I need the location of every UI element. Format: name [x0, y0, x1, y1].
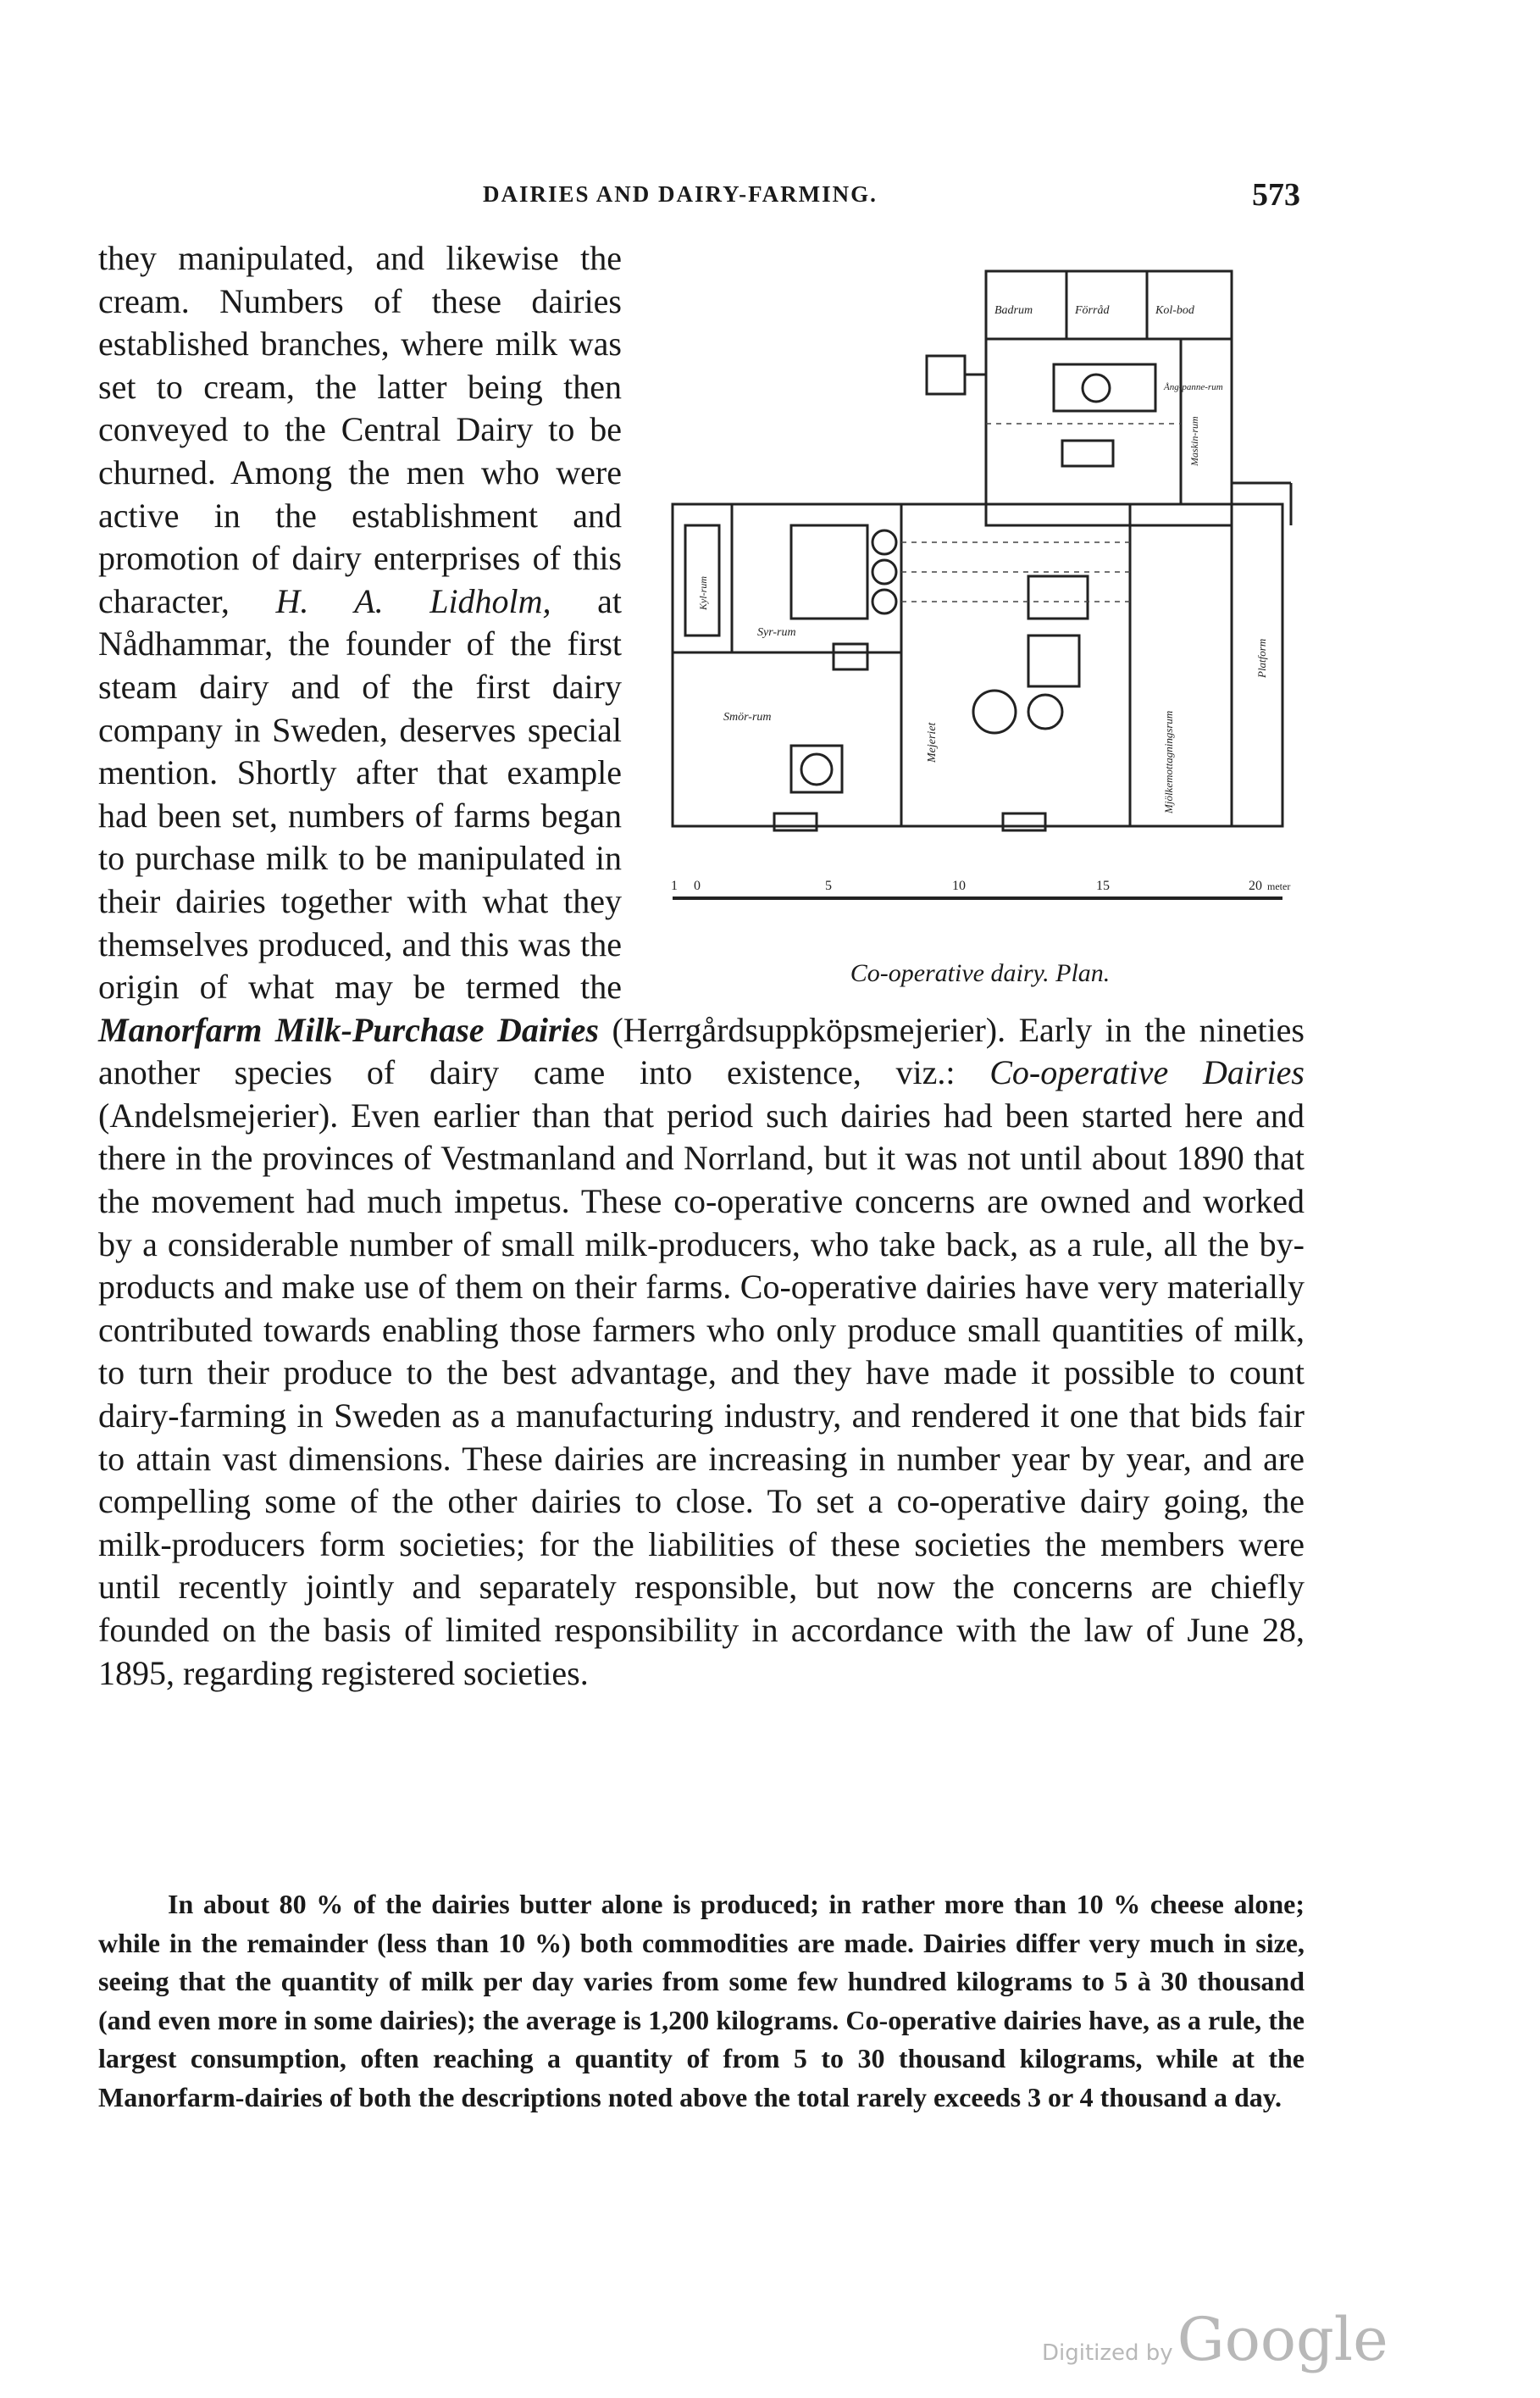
page-header	[0, 176, 1540, 219]
scale-unit: meter	[1267, 880, 1291, 892]
digitized-watermark	[1042, 2305, 1388, 2374]
p1-part-b: at Nådhammar, the founder of the first steam dairy and of the first dairy company in Sweden, deserves special mention. Shortly after that example had been set, numbers of farms began to purchase milk to be manipulated in their dairies together with what they themselves produced, and this was the origin of what may be termed the	[98, 581, 622, 1007]
room-kolbod: Kol-bod	[1155, 304, 1194, 317]
main-hall-outline	[673, 504, 1282, 826]
room-mjolkemottagning: Mjölkemottagningsrum	[1162, 710, 1175, 813]
room-maskinrum: Maskin-rum	[1188, 416, 1200, 466]
room-kylrum: Kyl-rum	[697, 576, 709, 610]
room-angpanne: Ång-panne-rum	[1164, 382, 1223, 392]
scale-tick-4: 10	[952, 879, 966, 893]
dairy-plan-figure	[656, 237, 1305, 996]
scale-tick-5: 15	[1096, 879, 1110, 893]
room-syrrum: Syr-rum	[757, 626, 796, 639]
scale-tick-6: 20	[1249, 879, 1262, 893]
room-mejeriet: Mejeriet	[926, 722, 939, 763]
term-manorfarm: Manorfarm Milk-Purchase Dairies	[98, 1010, 599, 1049]
page-number: 573	[1252, 177, 1300, 213]
footnote	[98, 1885, 1305, 2117]
room-forrad: Förråd	[1075, 304, 1110, 317]
engine	[1062, 441, 1113, 466]
footnote-text: In about 80 % of the dairies butter alone is produced; in rather more than 10 % cheese alone; while in the remainder (less than 10 %) both commodities are made. Dairies differ very much in size, seeing that the quantity of milk per day varies from some few hundred kilograms to 5 à 30 thousand (and even more in some dairies); the average is 1,200 kilograms. Co-operative dairies have, as a rule, the largest consumption, often reaching a quantity of from 5 to 30 thousand kilograms, while at the Manorfarm-dairies of both the descriptions noted above the total rarely exceeds 3 or 4 thousand a day.	[98, 1889, 1305, 2112]
p1-part-c: (Herrgårdsuppköpsmejerier). Early in the nineties another species of dairy came into existence, viz.:	[98, 1010, 1305, 1092]
room-badrum: Badrum	[994, 304, 1033, 317]
running-title: DAIRIES AND DAIRY-FARMING.	[483, 181, 878, 207]
scale-tick-3: 5	[825, 879, 832, 893]
figure-caption: Co-operative dairy. Plan.	[850, 959, 1111, 987]
chimney	[927, 356, 965, 394]
term-cooperative: Co-operative Dairies	[989, 1053, 1305, 1092]
room-smorrum: Smör-rum	[723, 711, 772, 724]
p1-part-a: they manipulated, and likewise the cream. Numbers of these dairies established branches, where milk was set to cream, the latter being then conveyed to the Central Dairy to be churned. Among the men who were active in the establishment and promotion of dairy enterprises of this character,	[98, 239, 622, 620]
watermark-small-text: Digitized by	[1042, 2340, 1173, 2366]
scale-tick-2: 0	[694, 879, 701, 893]
scale-tick-1: 1	[671, 879, 678, 893]
body-text	[98, 237, 1305, 1695]
p1-part-d: (Andelsmejerier). Even earlier than that period such dairies had been started here and there in the provinces of Vestmanland and Norrland, but it was not until about 1890 that the movement had much impetus. These co-operative concerns are owned and worked by a considerable number of small milk-producers, who take back, as a rule, all the by-products and make use of them on their farms. Co-operative dairies have very materially contributed towards enabling those farmers who only produce small quantities of milk, to turn their produce to the best advantage, and they have made it possible to count dairy-farming in Sweden as a manufacturing industry, and rendered it one that bids fair to attain vast dimensions. These dairies are increasing in number year by year, and are compelling some of the other dairies to close. To set a co-operative dairy going, the milk-producers form societies; for the liabilities of these societies the members were until recently jointly and separately responsible, but now the concerns are chiefly founded on the basis of limited responsibility in accordance with the law of June 28, 1895, regarding registered societies.	[98, 1096, 1305, 1692]
floor-plan-drawing	[656, 237, 1305, 949]
boiler	[1054, 364, 1155, 411]
google-logo: Google	[1177, 2305, 1388, 2374]
room-plattform: Platform	[1255, 638, 1268, 678]
person-name: H. A. Lidholm,	[275, 581, 551, 620]
